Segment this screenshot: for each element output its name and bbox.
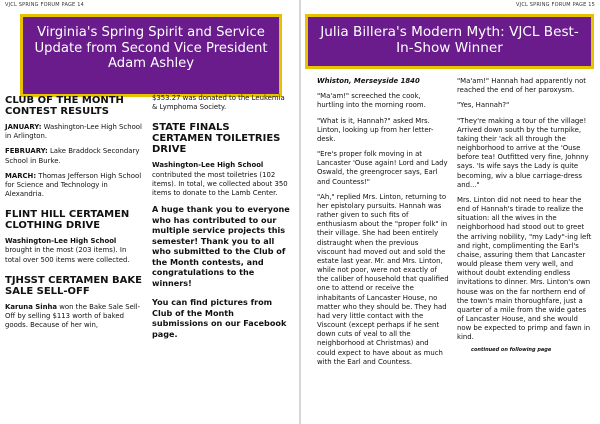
toiletries-drive-text [152,161,292,198]
story-paragraph: Mrs. Linton did not need to hear the end of Hannah's tirade to realize the situation: all the wives in the neighborhood had stood out to greet the arriving nobility, "my Lady"-ing left and right, complimenting the Earl's chaise, assuring them that Lancaster would please them very well, and without doubt extending endless invitations to dinner. Mrs. Linton's own house was on the far northern end of the town's main thoroughfare, just a quarter of a mile from the wide gates of Lancaster House, and she would now be expected to primp and fawn in kind. [457,195,592,342]
february-label: FEBRUARY: [5,147,48,156]
continued-note: continued on following page [471,346,552,353]
january-label: JANUARY: [5,123,42,131]
march-result [5,172,143,200]
february-text: Lake Braddock Secondary School in Burke. [5,147,140,165]
story-paragraph: "Ere's proper folk moving in at Lancaster 'Ouse again! Lord and Lady Oswald, the greengrocer says, Earl and Countess!" [317,150,448,186]
left-page [0,0,299,424]
bake-sale-continued: $353.27 was donated to the Leukemia & Lymphoma Society. [152,94,285,112]
running-head-left: VJCL SPRING FORUM PAGE 14 [5,2,84,8]
right-page [301,0,600,424]
left-column-2 [152,95,292,348]
title-banner-right: Julia Billera's Modern Myth: VJCL Best-In-Show Winner [305,14,594,69]
story-paragraph: "Yes, Hannah?" [457,101,510,110]
story-dateline: Whiston, Merseyside 1840 [317,77,420,85]
clothing-drive-school: Washington-Lee High School [5,237,117,246]
bake-sale-text [5,303,143,331]
right-column-2 [457,77,593,353]
title-banner-left: Virginia's Spring Spirit and Service Update from Second Vice President Adam Ashley [20,14,282,97]
clothing-drive-heading: FLINT HILL CERTAMEN CLOTHING DRIVE [5,209,130,232]
january-text: Washington-Lee High School in Arlington. [5,123,142,141]
toiletries-drive-detail: contributed the most toiletries (102 items). In total, we collected about 350 items to donate to the Lamb Center. [152,170,288,197]
bake-sale-detail: won the Bake Sale Sell-Off by selling $113 worth of baked goods. Because of her win, [5,302,141,330]
left-column-1 [5,95,143,336]
bake-sale-winner: Karuna Sinha [5,302,58,311]
story-paragraph: "What is it, Hannah?" asked Mrs. Linton, looking up from her letter-desk. [317,116,434,143]
bake-sale-heading: TJHSST CERTAMEN BAKE SALE SELL-OFF [5,274,142,297]
story-paragraph: "Ah," replied Mrs. Linton, returning to her epistolary pursuits. Hannah was rather given to such fits of enthusiasm about the "proper folk" in their village. She had been entirely distraught when the previous viscount had moved out and sold the estate last year. Mr. and Mrs. Linton, while not poor, were not exactly of the caliber of household that qualified one to attend or receive the inhabitants of Lancaster House, no matter who they should be. They had had very little contact with the Viscount (except perhaps if he sent down cuts of veal to all the neighborhood at Christmas) and could expect to have about as much with the Earl and Countess. [317,192,449,366]
toiletries-drive-heading: STATE FINALS CERTAMEN TOILETRIES DRIVE [152,122,281,156]
clothing-drive-text [5,237,143,265]
february-result [5,147,143,165]
thank-you-message: A huge thank you to everyone who has contributed to our multiple service projects this semester! Thank you to all who submitted to the Club of the Month contests, and congratulations to the winners! [152,204,290,288]
story-paragraph: "Ma'am!" screeched the cook, hurtling into the morning room. [317,92,426,110]
right-column-1 [317,77,449,373]
toiletries-drive-school: Washington-Lee High School [152,161,264,170]
facebook-pictures-note: You can find pictures from Club of the Month submissions on our Facebook page. [152,297,287,339]
march-label: MARCH: [5,171,37,180]
story-paragraph: "Ma'am!" Hannah had apparently not reached the end of her paroxysm. [457,77,587,95]
clothing-drive-detail: brought in the most (203 items). In total over 500 items were collected. [5,246,130,264]
running-head-right: VJCL SPRING FORUM PAGE 15 [516,2,595,8]
january-result [5,123,143,141]
club-of-month-heading: CLUB OF THE MONTH CONTEST RESULTS [5,95,124,117]
march-text: Thomas Jefferson High School for Science and Technology in Alexandria. [5,171,142,199]
story-paragraph: "They're making a tour of the village! Arrived down south by the turnpike, taking their 'ack all through the neighborhood to arrive at the 'Ouse before tea! Outfitted very fine, Johnny says. 'Is wife says the Lady is quite becoming, wiv a blue carriage-dress and..." [457,116,589,189]
